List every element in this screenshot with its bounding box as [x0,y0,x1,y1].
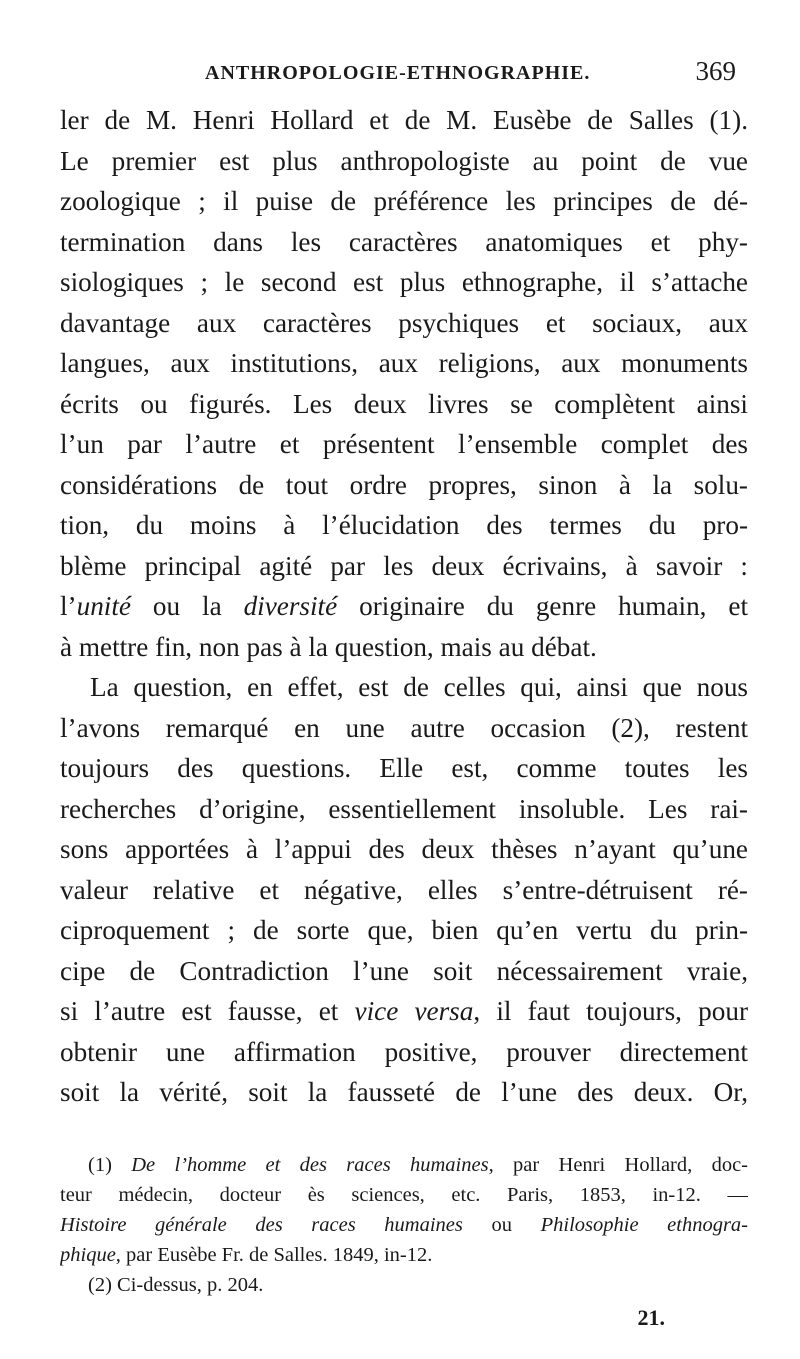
text-line: blème principal agité par les deux écrivains, à savoir : [60,550,748,581]
italic-term-unite: unité [76,591,131,621]
footnote-1-line [60,1240,748,1270]
footnote-1-line: teur médecin, docteur ès sciences, etc. Paris, 1853, in-12. — [60,1184,748,1206]
signature-mark: 21. [637,1305,665,1330]
text-line: La question, en effet, est de celles qui, ainsi que nous [90,672,748,702]
text-line: cipe de Contradiction l’une soit nécessairement vraie, [60,955,748,986]
text-line: l’avons remarqué en une autre occasion (2), restent [60,712,748,743]
text-line: davantage aux caractères psychiques et sociaux, aux [60,307,748,338]
body-text [60,100,748,1113]
text-fragment: si l’autre est fausse, et [60,996,355,1026]
text-line: ler de M. Henri Hollard et de M. Eusèbe de Salles (1). [60,105,748,135]
italic-term-vice-versa: vice versa [354,996,474,1026]
text-line [60,991,748,1032]
italic-term-diversite: diversité [243,591,338,621]
text-line: soit la vérité, soit la fausseté de l’une des deux. Or, [60,1077,748,1107]
footnote-2-line: (2) Ci-dessus, p. 204. [88,1274,264,1296]
footnote-title: phique [60,1244,116,1266]
text-line: termination dans les caractères anatomiques et phy- [60,226,748,257]
text-line: à mettre fin, non pas à la question, mais au débat. [60,631,597,662]
footnote-title: De l’homme et des races humaines [131,1154,489,1176]
paragraph-1 [60,100,748,667]
text-line: zoologique ; il puise de préférence les principes de dé- [60,186,748,216]
text-fragment: originaire du genre humain, et [337,591,748,621]
footnote-marker: (1) [88,1154,112,1176]
text-line: sons apportées à l’appui des deux thèses n’ayant qu’une [60,834,748,864]
text-line: obtenir une affirmation positive, prouver directement [60,1036,748,1067]
paragraph-2 [60,667,748,1113]
text-line: langues, aux institutions, aux religions, aux monuments [60,348,748,378]
text-line: Le premier est plus anthropologiste au point de vue [60,145,748,176]
text-line: l’un par l’autre et présentent l’ensemble complet des [60,429,748,459]
text-line: siologiques ; le second est plus ethnographe, il s’attache [60,267,748,297]
text-line: tion, du moins à l’élucidation des termes du pro- [60,510,748,540]
text-line: recherches d’origine, essentiellement insoluble. Les rai- [60,793,748,824]
text-fragment: , il faut toujours, pour [473,996,748,1026]
text-line: toujours des questions. Elle est, comme toutes les [60,753,748,783]
footnotes [60,1150,748,1300]
footnote-text: , par Eusèbe Fr. de Salles. 1849, in-12. [115,1244,433,1266]
text-line: considérations de tout ordre propres, sinon à la solu- [60,469,748,500]
text-fragment: l’ [60,591,77,621]
footnote-title: Histoire générale des races humaines [60,1214,463,1236]
text-line: ciproquement ; de sorte que, bien qu’en vertu du prin- [60,915,748,945]
footnote-text: , par Henri Hollard, doc- [488,1154,748,1176]
running-head [60,56,748,96]
footnote-title: Philosophie ethnogra- [540,1214,748,1236]
footnote-1-line [60,1150,748,1180]
running-title: ANTHROPOLOGIE-ETHNOGRAPHIE. [205,62,591,84]
text-line: écrits ou figurés. Les deux livres se complètent ainsi [60,388,748,419]
text-line [60,586,748,627]
page-number: 369 [695,56,736,86]
text-line: valeur relative et négative, elles s’entre-détruisent ré- [60,874,748,905]
footnote-1-line [60,1210,748,1240]
text-fragment: ou la [130,591,244,621]
footnote-text: ou [462,1214,541,1236]
